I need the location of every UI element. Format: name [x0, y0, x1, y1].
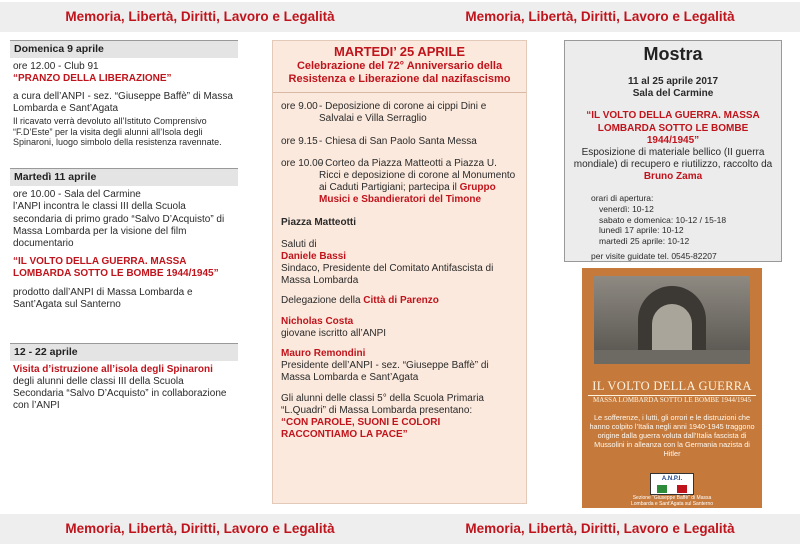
film-title: “IL VOLTO DELLA GUERRA. MASSA LOMBARDA SOTTO LE BOMBE 1944/1945” — [13, 256, 219, 280]
celebration-date: MARTEDI’ 25 APRILE — [334, 44, 465, 59]
hours-line: venerdì: 10-12 — [599, 204, 654, 215]
speaker-block — [281, 316, 518, 340]
piazza-heading: Piazza Matteotti — [281, 216, 357, 228]
saluti-label: Saluti di — [281, 238, 317, 250]
section-9-aprile — [10, 58, 238, 149]
section-head-11-aprile: Martedì 11 aprile — [10, 168, 238, 186]
students-text: Gli alunni delle classi 5° della Scuola Primaria “L.Quadri” di Massa Lombarda presentano: — [281, 392, 484, 416]
exhibition-dates: 11 al 25 aprile 2017 — [627, 75, 719, 87]
poster-title-sub: MASSA LOMBARDA SOTTO LE BOMBE 1944/1945 — [588, 395, 756, 404]
exhibition-desc-text: Esposizione di materiale bellico (II guerra mondiale) di recupero e riutilizzo, raccolto da — [573, 146, 773, 171]
show-title: “CON PAROLE, SUONI E COLORI RACCONTIAMO LA PACE” — [281, 416, 441, 441]
event-title: “PRANZO DELLA LIBERAZIONE” — [13, 72, 172, 84]
trip-description: degli alunni delle classi III della Scuola Secondaria “Salvo D’Acquisto” in collaborazione con l’ANPI — [13, 375, 227, 412]
program-highlight: Gruppo Musici e Sbandieratori del Timone — [319, 182, 496, 206]
exhibition-poster — [582, 268, 762, 508]
anpi-logo-text: A.N.P.I. — [661, 476, 683, 482]
program-desc: - Chiesa di San Paolo Santa Messa — [319, 135, 477, 147]
program-desc: - Deposizione di corone ai cippi Dini e Salvalai e Villa Serraglio — [319, 101, 487, 125]
speaker-name: Daniele Bassi — [281, 250, 347, 262]
event-description: l’ANPI incontra le classi III della Scuola secondaria di primo grado “Salvo D’Acquisto” di Massa Lombarda per la visione del film documentario — [13, 201, 225, 249]
section-12-22-aprile — [10, 361, 238, 413]
opening-hours — [565, 193, 781, 261]
speaker-role: Presidente dell’ANPI - sez. “Giuseppe Baffè” di Massa Lombarda e Sant’Agata — [281, 360, 489, 384]
guided-tours-phone: per visite guidate tel. 0545-82207 — [591, 250, 717, 261]
hours-line: martedì 25 aprile: 10-12 — [599, 235, 690, 246]
anpi-logo — [650, 473, 694, 495]
program-time: ore 10.00 — [281, 157, 324, 169]
film-producer: prodotto dall’ANPI di Massa Lombarda e Sant’Agata sul Santerno — [13, 286, 193, 310]
students-block — [281, 393, 518, 442]
middle-column — [272, 40, 527, 504]
exhibition-box — [564, 40, 782, 262]
program-item — [281, 101, 518, 125]
section-head-12-22-aprile: 12 - 22 aprile — [10, 343, 238, 361]
right-column — [564, 40, 782, 508]
section-11-aprile — [10, 186, 238, 311]
poster-footer: Sezione “Giuseppe Baffè” di Massa Lombarda e Sant’Agata sul Santerno — [631, 495, 713, 507]
speaker-role: giovane iscritto all’ANPI — [281, 327, 387, 339]
program-time: ore 9.15 — [281, 135, 318, 147]
celebration-program — [273, 93, 526, 441]
exhibition-description — [565, 147, 781, 184]
exhibition-title: Mostra — [643, 44, 703, 64]
banner-slogan-left: Memoria, Libertà, Diritti, Lavoro e Legalità — [65, 9, 335, 24]
program-desc — [319, 158, 518, 207]
poster-photo — [594, 276, 750, 364]
celebration-subtitle: Celebrazione del 72° Anniversario della Resistenza e Liberazione dal nazifascismo — [288, 59, 511, 86]
speaker-role: Sindaco, Presidente del Comitato Antifascista di Massa Lombarda — [281, 263, 494, 287]
exhibition-quote: “IL VOLTO DELLA GUERRA. MASSA LOMBARDA SOTTO LE BOMBE 1944/1945” — [586, 110, 760, 146]
event-note: Il ricavato verrà devoluto all’Istituto Comprensivo “F.D’Este” per la visita degli alunni all’Isola degli Spinaroni, luogo simbolo della resistenza ravennate. — [13, 115, 222, 148]
bottom-banner — [0, 514, 800, 544]
banner-slogan-right: Memoria, Libertà, Diritti, Lavoro e Legalità — [465, 521, 735, 536]
program-item — [281, 158, 518, 207]
hours-line: sabato e domenica: 10-12 / 15-18 — [599, 214, 727, 225]
banner-slogan-left: Memoria, Libertà, Diritti, Lavoro e Legalità — [65, 521, 335, 536]
exhibition-collector: Bruno Zama — [643, 171, 703, 183]
banner-slogan-right: Memoria, Libertà, Diritti, Lavoro e Legalità — [465, 9, 735, 24]
speaker-block — [281, 348, 518, 385]
saluti-block — [281, 239, 518, 288]
event-time: ore 12.00 - Club 91 — [13, 60, 99, 72]
hours-label: orari di apertura: — [591, 193, 654, 204]
delegation-block — [281, 295, 518, 307]
event-time: ore 10.00 - Sala del Carmine — [13, 189, 141, 201]
flag-icon — [657, 485, 687, 493]
poster-text: Le sofferenze, i lutti, gli orrori e le distruzioni che hanno colpito l’Italia negli anni 1940-1945 traggono origine dalla guerra voluta dall’Italia fascista di Mussolini in alleanza con la Germania nazista di Hitler — [589, 413, 755, 458]
event-organizer: a cura dell’ANPI - sez. “Giuseppe Baffè” di Massa Lombarda e Sant’Agata — [13, 91, 233, 115]
section-head-9-aprile: Domenica 9 aprile — [10, 40, 238, 58]
hours-line: lunedì 17 aprile: 10-12 — [599, 225, 684, 236]
top-banner — [0, 2, 800, 32]
speaker-name: Nicholas Costa — [281, 315, 354, 327]
speaker-name: Mauro Remondini — [281, 348, 366, 360]
delegation-prefix: Delegazione della — [281, 295, 364, 307]
celebration-header — [273, 41, 526, 93]
left-column — [10, 40, 238, 412]
poster-title — [588, 380, 756, 404]
delegation-city: Città di Parenzo — [363, 295, 439, 307]
program-desc-text: - Corteo da Piazza Matteotti a Piazza U. Ricci e deposizione di corone al Monumento ai Caduti Partigiani; partecipa il — [319, 157, 516, 194]
exhibition-place: Sala del Carmine — [632, 88, 714, 100]
trip-title: Visita d’istruzione all’isola degli Spinaroni — [13, 363, 213, 375]
program-time: ore 9.00 — [281, 101, 318, 113]
program-item — [281, 136, 518, 148]
poster-title-main: IL VOLTO DELLA GUERRA — [592, 379, 752, 393]
